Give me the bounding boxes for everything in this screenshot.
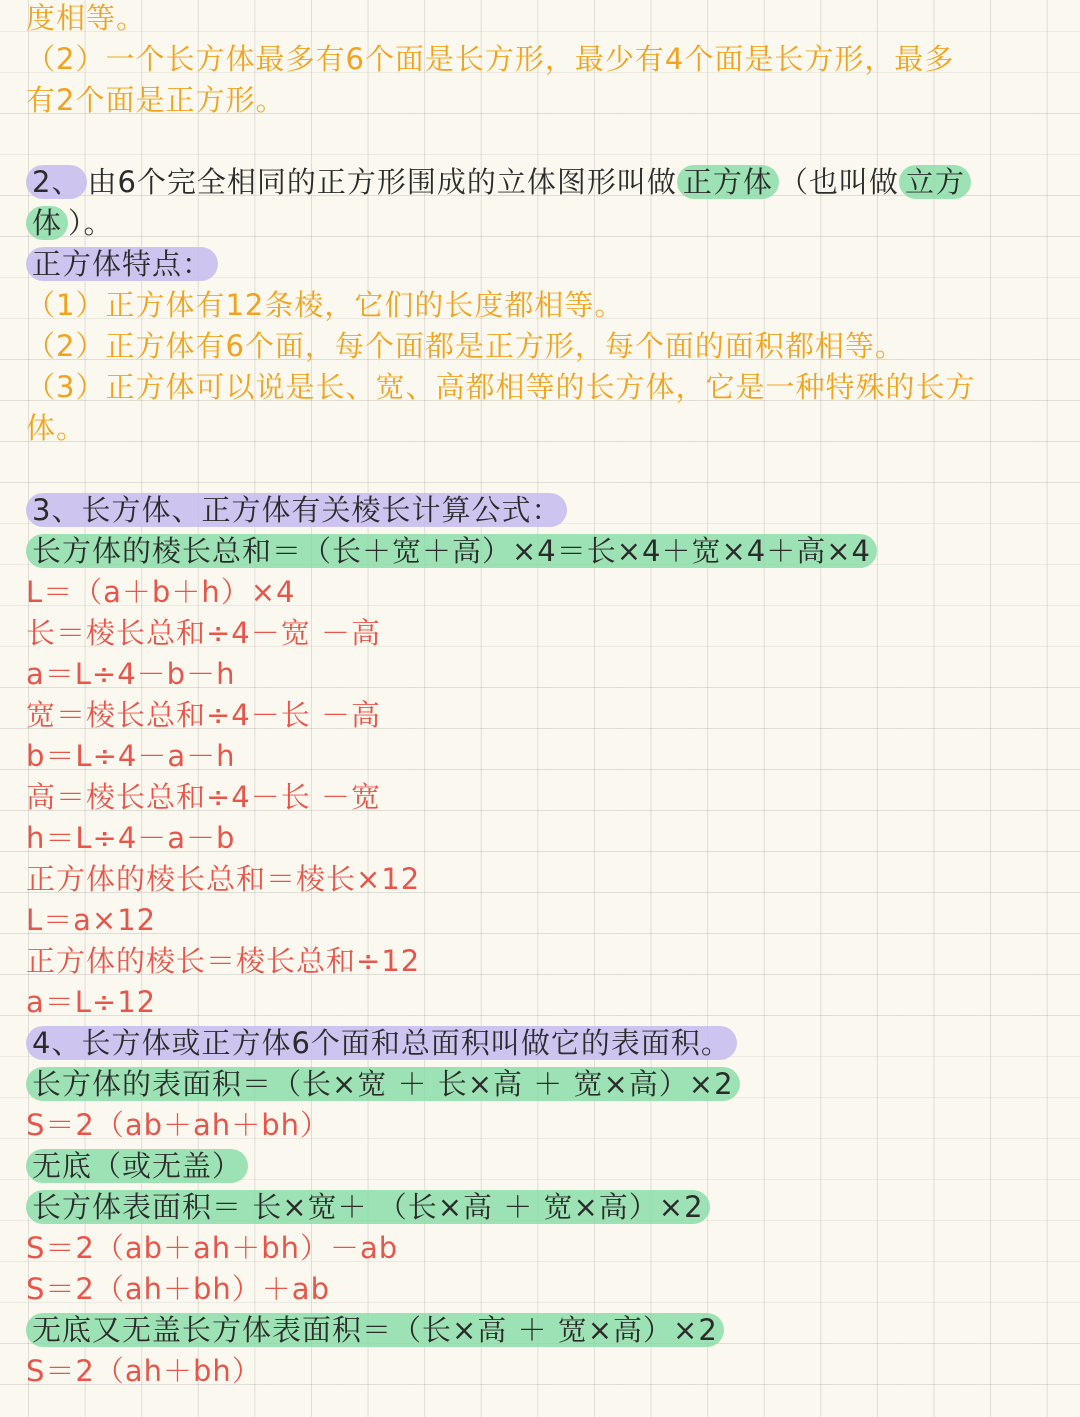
formula-line: S＝2（ah＋bh） [26,1354,262,1388]
feature-item: 体。 [26,411,87,445]
heading-highlight: 4、长方体或正方体6个面和总面积叫做它的表面积。 [26,1026,737,1060]
feature-item: （1）正方体有12条棱，它们的长度都相等。 [26,288,625,322]
cube-alias-highlight: 立方 [899,165,971,199]
formula-line: S＝2（ah＋bh）＋ab [26,1272,330,1306]
surface-area-heading [26,1023,737,1064]
formula-highlight: 长方体表面积＝ 长×宽＋ （长×高 ＋ 宽×高）×2 [26,1190,710,1224]
formula-line [26,1064,740,1105]
formula-line: L＝a×12 [26,903,157,937]
cube-definition-line [26,162,971,203]
subheading-line [26,1146,248,1187]
section-number-highlight: 2、 [26,165,87,199]
heading-highlight: 正方体特点： [26,247,218,281]
feature-item: （2）正方体有6个面，每个面都是正方形，每个面的面积都相等。 [26,329,905,363]
cube-definition-line [26,203,114,244]
formula-highlight: 无底又无盖长方体表面积＝（长×高 ＋ 宽×高）×2 [26,1313,724,1347]
formula-line [26,1310,724,1351]
formula-line: a＝L÷4－b－h [26,657,236,691]
cube-features-heading [26,244,218,285]
cube-term-highlight: 正方体 [677,165,779,199]
formula-line [26,531,877,572]
formula-line: 正方体的棱长＝棱长总和÷12 [26,944,421,978]
formula-highlight: 长方体的表面积＝（长×宽 ＋ 长×高 ＋ 宽×高）×2 [26,1067,740,1101]
text-line: （2）一个长方体最多有6个面是长方形，最少有4个面是长方形，最多 [26,42,955,76]
definition-text: （也叫做 [778,165,899,199]
subheading-highlight: 无底（或无盖） [26,1149,248,1183]
formula-line: S＝2（ab＋ah＋bh）－ab [26,1231,399,1265]
formula-line: h＝L÷4－a－b [26,821,236,855]
formula-line: 宽＝棱长总和÷4－长 －高 [26,698,381,732]
formula-line [26,1187,710,1228]
formula-line: 高＝棱长总和÷4－长 －宽 [26,780,381,814]
formula-line: 长＝棱长总和÷4－宽 －高 [26,616,381,650]
formula-line: S＝2（ab＋ah＋bh） [26,1108,330,1142]
formula-highlight: 长方体的棱长总和＝（长＋宽＋高）×4＝长×4＋宽×4＋高×4 [26,534,877,568]
heading-highlight: 3、长方体、正方体有关棱长计算公式： [26,493,567,527]
formula-line: b＝L÷4－a－h [26,739,236,773]
formula-line: a＝L÷12 [26,985,157,1019]
text-line: 有2个面是正方形。 [26,83,286,117]
cube-alias-highlight: 体 [26,206,68,240]
definition-text: ）。 [68,206,114,240]
formula-line: 正方体的棱长总和＝棱长×12 [26,862,421,896]
feature-item: （3）正方体可以说是长、宽、高都相等的长方体，它是一种特殊的长方 [26,370,976,404]
definition-text: 由6个完全相同的正方形围成的立体图形叫做 [87,165,677,199]
edge-formula-heading [26,490,567,531]
text-line: 度相等。 [26,1,147,35]
formula-line: L＝（a＋b＋h）×4 [26,575,296,609]
